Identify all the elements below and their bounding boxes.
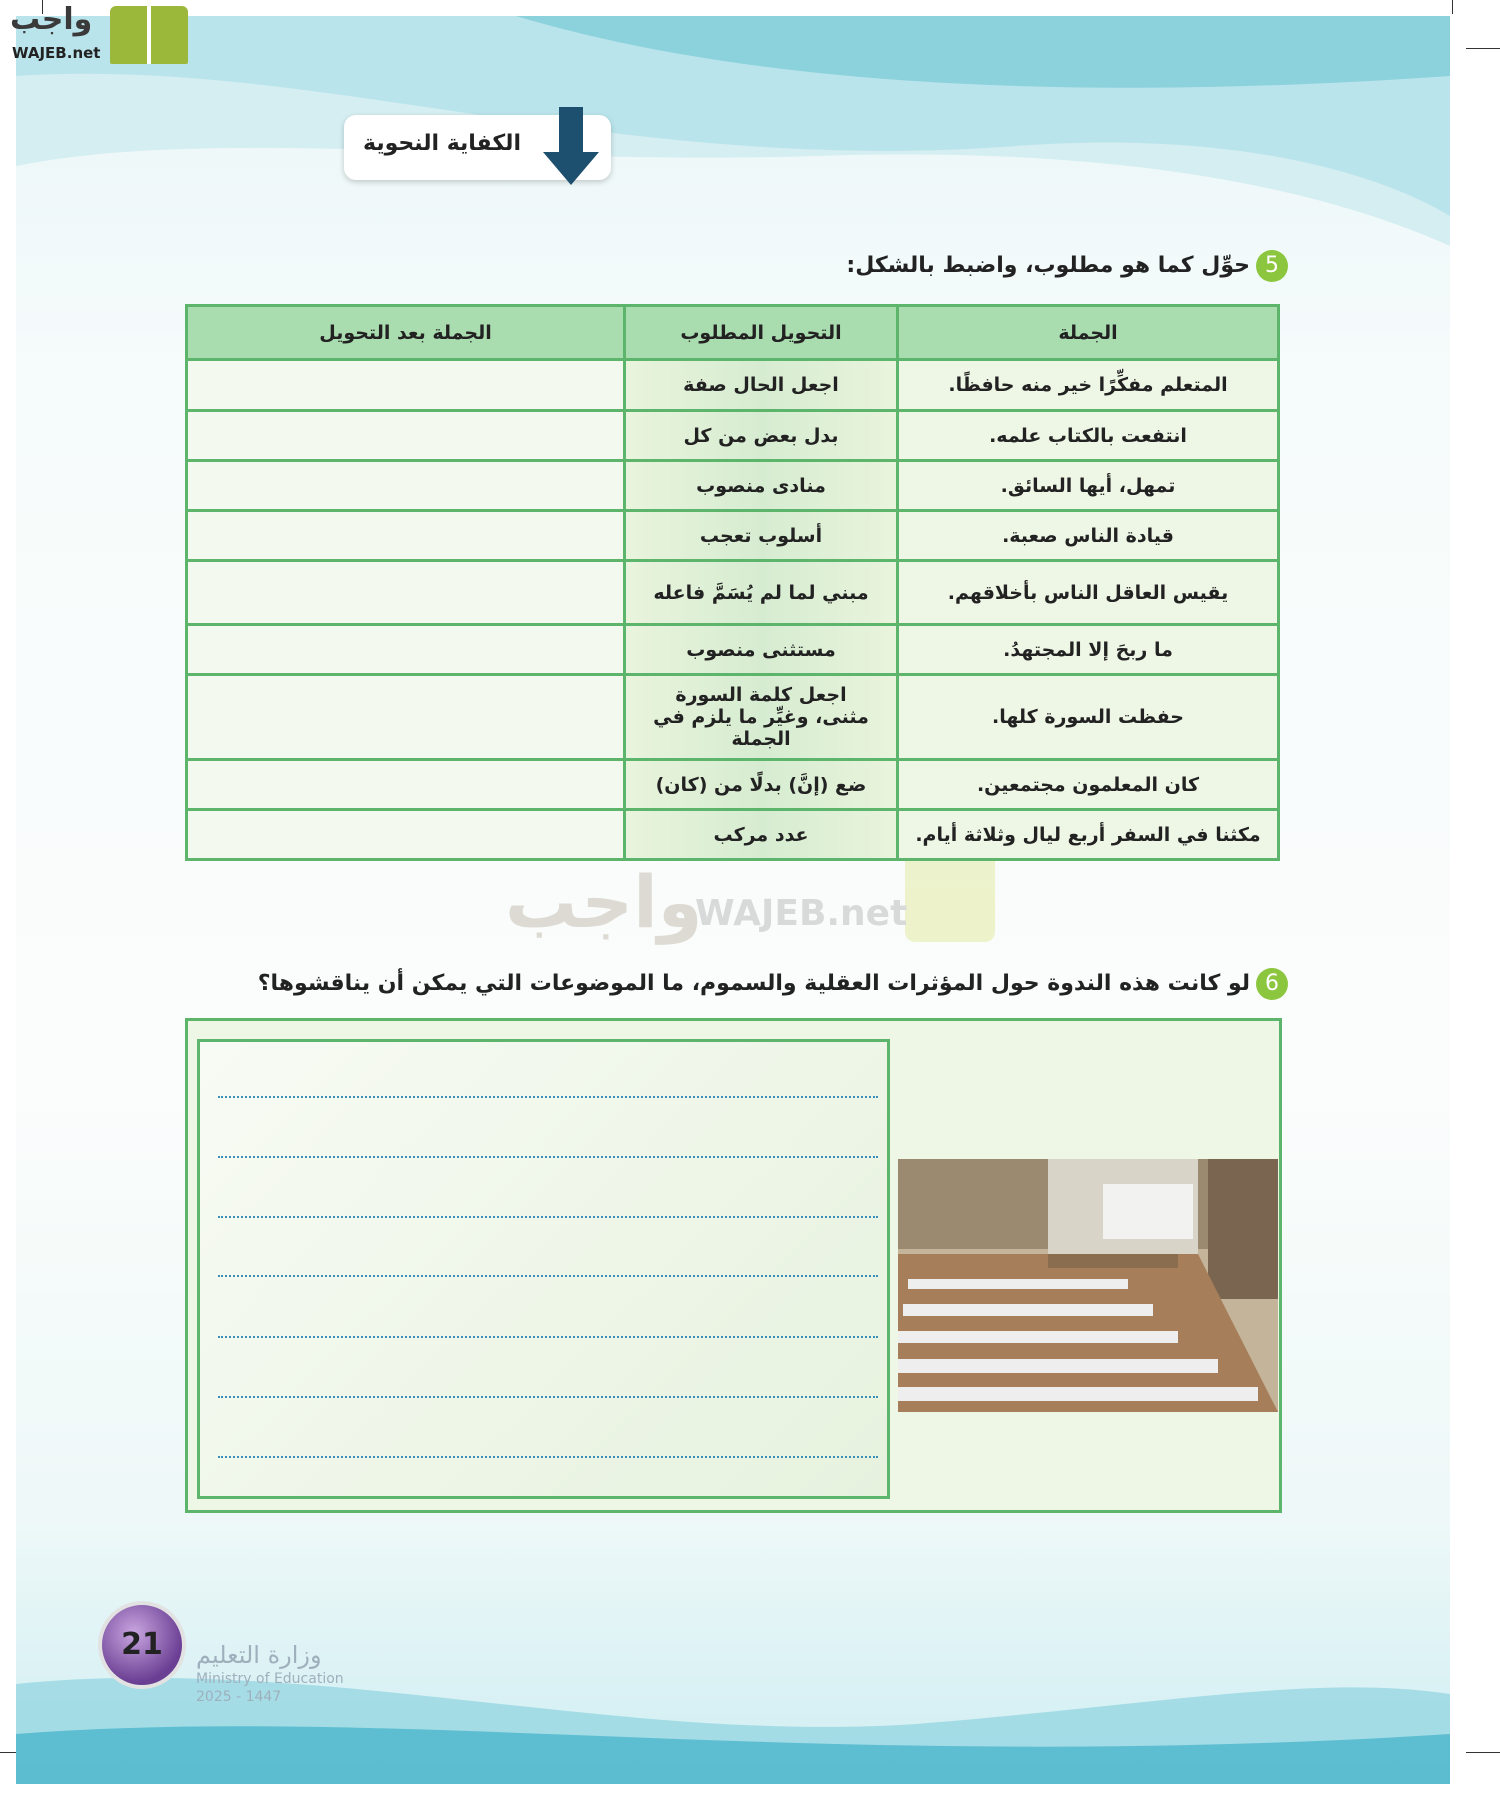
sentence-cell: كان المعلمون مجتمعين. bbox=[898, 760, 1279, 810]
required-transformation-cell: اجعل الحال صفة bbox=[625, 360, 898, 411]
sentence-cell: مكثنا في السفر أربع ليال وثلاثة أيام. bbox=[898, 810, 1279, 860]
answer-line[interactable] bbox=[218, 1156, 878, 1158]
sentence-cell: المتعلم مفكِّرًا خير منه حافظًا. bbox=[898, 360, 1279, 411]
answer-cell[interactable] bbox=[187, 675, 625, 760]
exercise-table bbox=[185, 304, 1280, 861]
page-number: 21 bbox=[98, 1601, 186, 1689]
answer-cell[interactable] bbox=[187, 461, 625, 511]
table-row bbox=[187, 625, 1279, 675]
column-header: الجملة بعد التحويل bbox=[187, 306, 625, 360]
section-title: الكفاية النحوية bbox=[363, 131, 521, 156]
answer-line[interactable] bbox=[218, 1336, 878, 1338]
required-transformation-cell: مبني لما لم يُسَمَّ فاعله bbox=[625, 561, 898, 625]
required-transformation-cell: عدد مركب bbox=[625, 810, 898, 860]
required-transformation-cell: بدل بعض من كل bbox=[625, 411, 898, 461]
column-header: التحويل المطلوب bbox=[625, 306, 898, 360]
ministry-logo bbox=[196, 1640, 344, 1706]
question-6 bbox=[258, 968, 1288, 1000]
answer-cell[interactable] bbox=[187, 360, 625, 411]
table-row bbox=[187, 561, 1279, 625]
answer-line[interactable] bbox=[218, 1456, 878, 1458]
arrow-down-icon bbox=[541, 107, 601, 187]
wajeb-logo bbox=[0, 0, 190, 66]
sentence-cell: انتفعت بالكتاب علمه. bbox=[898, 411, 1279, 461]
table-row bbox=[187, 810, 1279, 860]
answer-cell[interactable] bbox=[187, 760, 625, 810]
answer-cell[interactable] bbox=[187, 511, 625, 561]
book-icon bbox=[110, 6, 188, 64]
question-number-badge: 6 bbox=[1256, 968, 1288, 1000]
answer-cell[interactable] bbox=[187, 625, 625, 675]
answer-cell[interactable] bbox=[187, 561, 625, 625]
watermark-arabic: واجب bbox=[505, 860, 703, 944]
answer-cell[interactable] bbox=[187, 810, 625, 860]
column-header: الجملة bbox=[898, 306, 1279, 360]
question-number-badge: 5 bbox=[1256, 250, 1288, 282]
table-row bbox=[187, 760, 1279, 810]
sentence-cell: حفظت السورة كلها. bbox=[898, 675, 1279, 760]
table-row bbox=[187, 511, 1279, 561]
sentence-cell: يقيس العاقل الناس بأخلاقهم. bbox=[898, 561, 1279, 625]
ministry-year: 2025 - 1447 bbox=[196, 1689, 282, 1705]
answer-cell[interactable] bbox=[187, 411, 625, 461]
ministry-name-ar: وزارة التعليم bbox=[196, 1641, 322, 1669]
answer-writing-area[interactable] bbox=[197, 1039, 890, 1499]
watermark bbox=[505, 862, 995, 954]
required-transformation-cell: مستثنى منصوب bbox=[625, 625, 898, 675]
table-row bbox=[187, 411, 1279, 461]
table-row bbox=[187, 461, 1279, 511]
logo-latin: WAJEB.net bbox=[12, 44, 101, 62]
watermark-latin: WAJEB.net bbox=[695, 893, 908, 934]
required-transformation-cell: منادى منصوب bbox=[625, 461, 898, 511]
ministry-name-en: Ministry of Education bbox=[196, 1671, 344, 1687]
question-text: حوِّل كما هو مطلوب، واضبط بالشكل: bbox=[846, 253, 1250, 278]
table-row bbox=[187, 675, 1279, 760]
section-tag bbox=[344, 115, 611, 180]
required-transformation-cell: ضع (إنَّ) بدلًا من (كان) bbox=[625, 760, 898, 810]
answer-line[interactable] bbox=[218, 1216, 878, 1218]
required-transformation-cell: اجعل كلمة السورة مثنى، وغيِّر ما يلزم في الجملة bbox=[625, 675, 898, 760]
required-transformation-cell: أسلوب تعجب bbox=[625, 511, 898, 561]
answer-line[interactable] bbox=[218, 1096, 878, 1098]
question-text: لو كانت هذه الندوة حول المؤثرات العقلية والسموم، ما الموضوعات التي يمكن أن يناقشوها؟ bbox=[257, 971, 1250, 996]
question-5 bbox=[846, 250, 1288, 282]
sentence-cell: ما ربحَ إلا المجتهدُ. bbox=[898, 625, 1279, 675]
answer-line[interactable] bbox=[218, 1275, 878, 1277]
sentence-cell: تمهل، أيها السائق. bbox=[898, 461, 1279, 511]
table-row bbox=[187, 360, 1279, 411]
decorative-wave-top bbox=[16, 16, 1450, 256]
sentence-cell: قيادة الناس صعبة. bbox=[898, 511, 1279, 561]
logo-arabic: واجب bbox=[10, 2, 93, 37]
conference-hall-photo bbox=[898, 1159, 1278, 1412]
answer-line[interactable] bbox=[218, 1396, 878, 1398]
